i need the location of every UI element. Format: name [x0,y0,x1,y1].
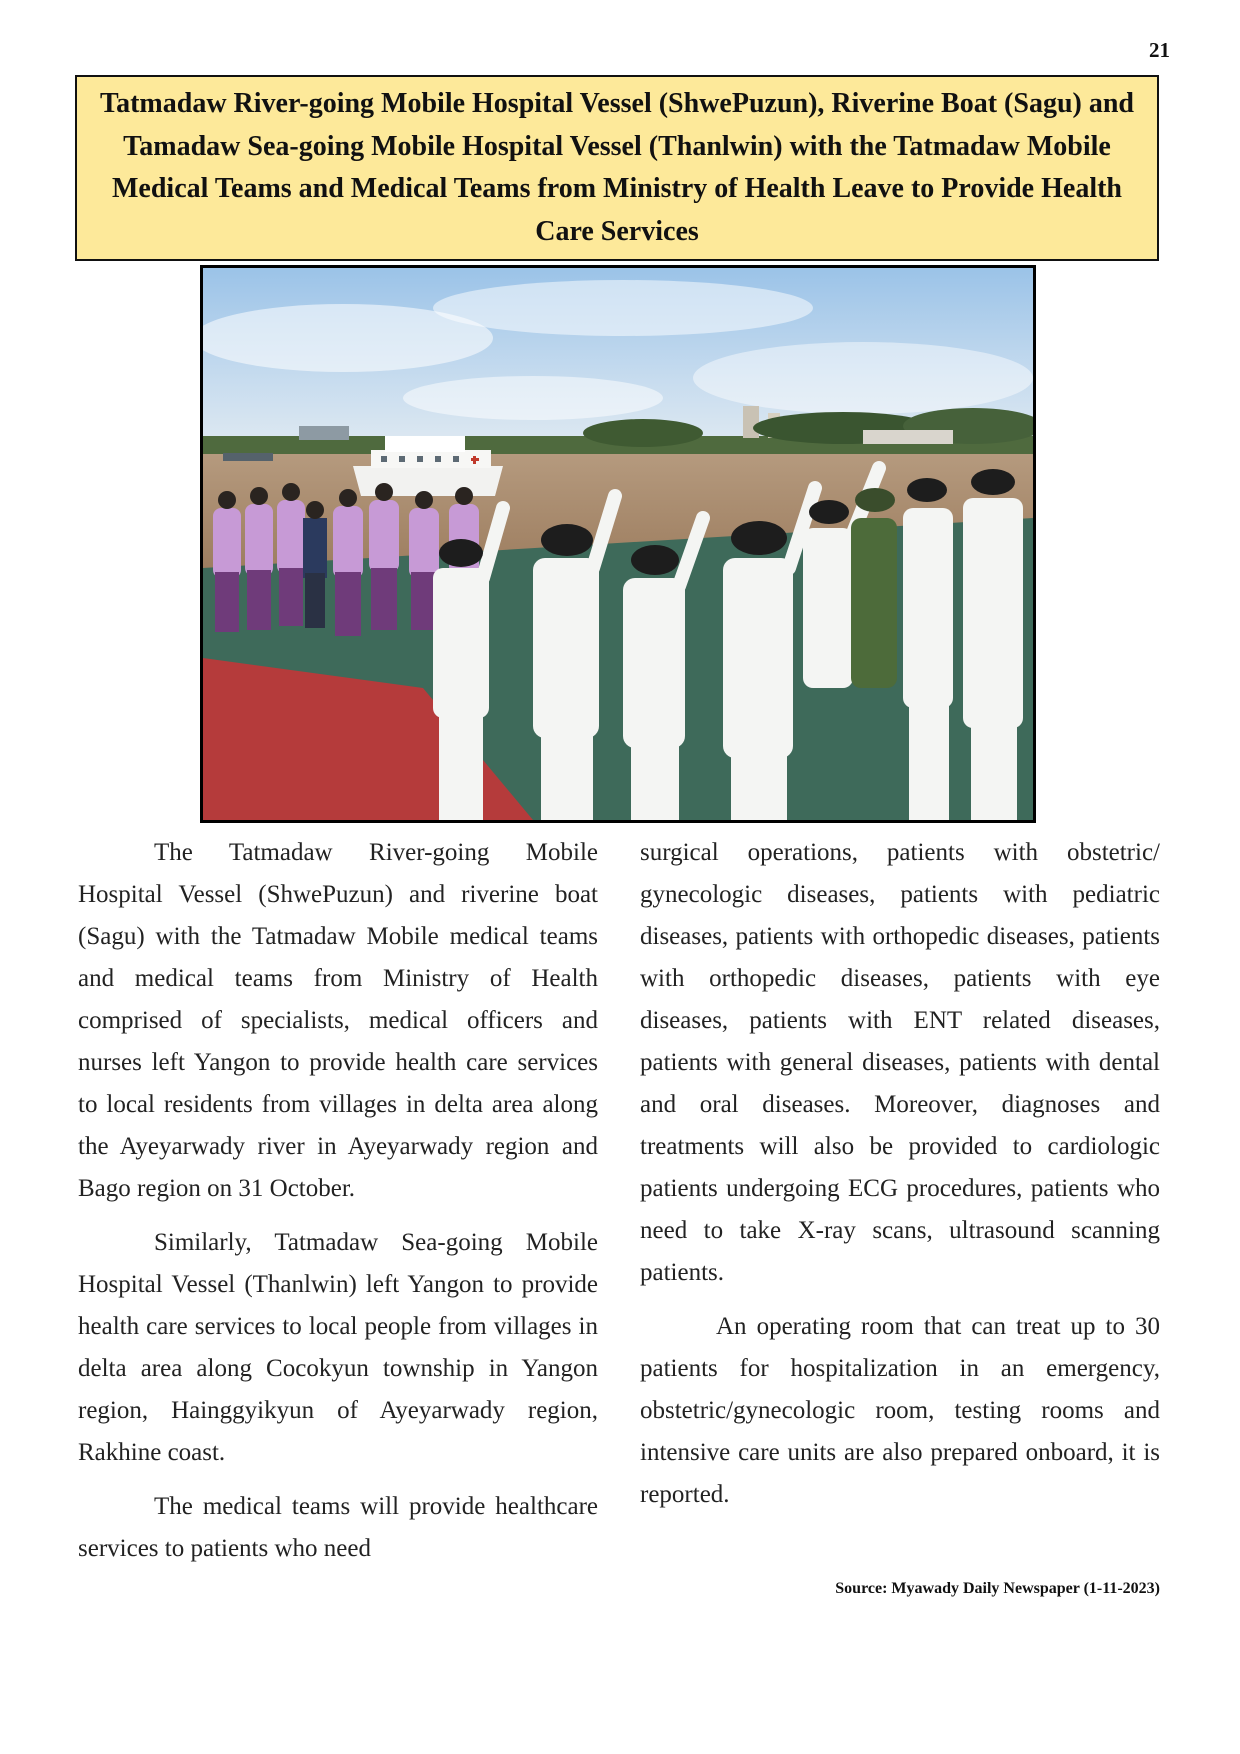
headline: Tatmadaw River-going Mobile Hospital Vessel (ShwePuzun), Riverine Boat (Sagu) and Tamadaw Sea-going Mobile Hospital Vessel (Thanlwin) with the Tatmadaw Mobile Medical Teams and Medical Teams from Ministry of Health Leave to Provide Health Care Services [100,88,1134,247]
article-column-left [78,832,598,1582]
paragraph: The medical teams will provide healthcare services to patients who need [78,1493,598,1562]
article-column-right [640,832,1160,1528]
paragraph: Similarly, Tatmadaw Sea-going Mobile Hospital Vessel (Thanlwin) left Yangon to provide health care services to local people from villages in delta area along Cocokyun township in Yangon region, Hainggyikyun of Ayeyarwady region, Rakhine coast. [78,1229,598,1466]
source-credit: Source: Myawady Daily Newspaper (1-11-2023) [835,1580,1160,1597]
paragraph: The Tatmadaw River-going Mobile Hospital Vessel (ShwePuzun) and riverine boat (Sagu) with the Tatmadaw Mobile medical teams and medical teams from Ministry of Health comprised of specialists, medical officers and nurses left Yangon to provide health care services to local residents from villages in delta area along the Ayeyarwady river in Ayeyarwady region and Bago region on 31 October. [78,839,598,1202]
paragraph: An operating room that can treat up to 30 patients for hospitalization in an emergency, obstetric/gynecologic room, testing rooms and intensive care units are also prepared onboard, it is reported. [640,1313,1160,1508]
riverside-send-off-photo [203,268,1033,820]
page-number: 21 [1149,38,1170,62]
paragraph: surgical operations, patients with obstetric/ gynecologic diseases, patients with pediatric diseases, patients with orthopedic diseases, patients with orthopedic diseases, patients with eye diseases, patients with ENT related diseases, patients with general diseases, patients with dental and oral diseases. Moreover, diagnoses and treatments will also be provided to cardiologic patients undergoing ECG procedures, patients who need to take X-ray scans, ultrasound scanning patients. [640,839,1160,1286]
headline-box [75,75,1159,261]
news-photo [200,265,1036,823]
